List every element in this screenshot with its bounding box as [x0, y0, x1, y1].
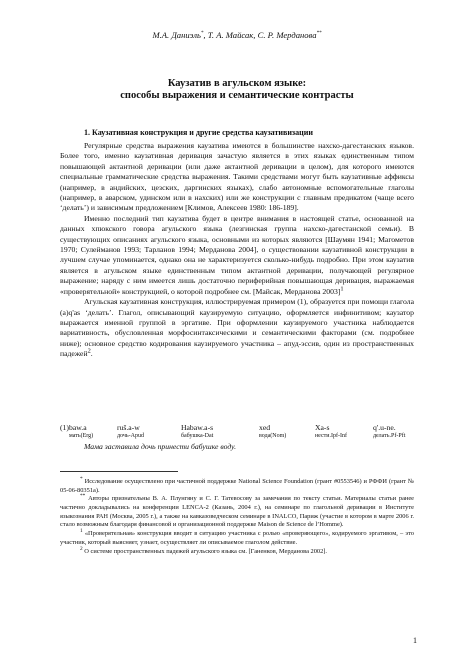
author-primary: М.А. Даниэль — [152, 30, 201, 40]
article-title — [60, 78, 414, 102]
body-text — [60, 141, 414, 360]
footnote-2-text: Авторы признательны В. А. Плунгяну и С. Г. Татевосову за замечания по тексту статьи. Материалы статьи ранее частично докладывались на конференции LENCA-2 (Казань, 2004 г.), на семинаре по глагольной деривации в Институте языкознания РАН (Москва, 2005 г.), а также на кавказоведческом семинаре в INALCO, Париж (участие в котором в марте 2006 г. стало возможным благодаря финансовой и организационной поддержке Maison de Science de l’Homme). — [60, 495, 414, 529]
footnote-3-mark: 1 — [80, 528, 83, 535]
authors-line — [60, 30, 414, 41]
paragraph-2-text: Именно последний тип каузатива будет в центре внимания в настоящей статье, основанной на данных хпюкского говора агульского языка (лезгинская группа нахско-дагестанской семьи). В существующих описаниях агульского языка, основными из которых являются [Шаумян 1941; Магометов 1970; Сулейманов 1993; Тарланов 1994; Мерданова 2004], о существовании каузативной конструкции в лучшем случае упоминается, однако она не характеризуется сколько-нибудь подробно. При этом каузатив является в агульском языке единственным типом актантной деривации, получающей регулярное выражение; наряду с ним имеется лишь достаточно периферийная повышающая деривация, выражаемая «проверятельной» конструкцией, о которой подробнее см. [Майсак, Мерданова 2003] — [60, 213, 414, 296]
example-gloss: нести.Ipf-Inf — [314, 433, 347, 439]
footnote-3 — [60, 530, 414, 547]
paragraph-2 — [60, 214, 414, 297]
footnote-3-text: «Проверятельная» конструкция вводит в ситуацию участника с ролью «проверяющего», кодируемого эргативом, – это участник, который выясняет, узнает, осуществляет ли описываемое глаголом действие. — [60, 530, 414, 546]
paragraph-1: Регулярные средства выражения каузатива имеются в большинстве нахско-дагестанских языков. Более того, именно каузативная деривация зачастую является в этих языках единственным типом повышающей актантной деривации (или даже актантной деривации в целом), для которого имеются специальные грамматические средства выражения. Такими средствами могут быть каузативные аффиксы (например, в андийских, цезских, даргинских языках), слабо автономные вспомогательные глаголы (например, в аварском, удинском или в нахских) или же конструкции с главным предикатом (чаще всего ‘делать’) и зависимым предложением [Климов, Алексеев 1980: 186-189]. — [60, 141, 414, 213]
footnote-separator — [60, 471, 178, 472]
example-1 — [60, 423, 414, 451]
footnote-1 — [60, 475, 414, 495]
example-word: ruš.a-w — [116, 423, 140, 432]
paragraph-3-end: . — [90, 349, 93, 359]
author-footnote-mark: * — [200, 31, 204, 37]
authors-rest: , Т. А. Майсак, С. Р. Мерданова — [203, 30, 317, 40]
footnote-1-mark: * — [80, 475, 83, 482]
title-line-2: способы выражения и семантические контрасты — [120, 90, 354, 101]
authors-rest-footnote-mark: ** — [316, 31, 322, 37]
footnote-2-mark: ** — [80, 493, 86, 500]
example-word: xed — [258, 423, 271, 432]
example-word: Xa-s — [314, 423, 330, 432]
example-word: Habaw.a-s — [180, 423, 214, 432]
example-word: q'.u-ne. — [372, 423, 396, 432]
footnote-4 — [60, 545, 414, 557]
example-gloss: бабушка-Dat — [180, 433, 214, 439]
footnote-4-text: О системе пространственных падежей агульского языка см. [Ганенков, Мерданова 2002]. — [84, 547, 328, 555]
example-interlinear — [69, 423, 423, 440]
footnote-ref-1: 1 — [340, 285, 344, 293]
footnote-4-mark: 2 — [80, 545, 83, 552]
example-number: (1) — [60, 423, 69, 432]
example-gloss: мать(Erg) — [68, 433, 94, 439]
footnote-ref-2: 2 — [87, 347, 91, 355]
section-heading: 1. Каузативная конструкция и другие средства каузативизации — [84, 128, 313, 137]
example-gloss: вода(Nom) — [258, 433, 287, 439]
example-gloss: дочь-Apud — [116, 433, 144, 439]
paragraph-3 — [60, 297, 414, 359]
paragraph-3-text: Агульская каузативная конструкция, иллюстрируемая примером (1), образуется при помощи глагола (a)q'as ‘делать’. Глагол, описывающий каузируемую ситуацию, оформляется инфинитивом; каузатор выражается именной группой в эргативе. При оформлении каузируемого участника наблюдается вариативность, обусловленная морфосинтаксическими и семантическими факторами (см. подробнее ниже); основное средство кодирования каузируемого участника – апуд-эссив, один из пространственных падежей — [60, 297, 414, 359]
footnote-2 — [60, 495, 414, 529]
example-word: baw.a — [68, 423, 87, 432]
example-gloss: делать.Pf-Pft — [372, 433, 406, 439]
footnotes — [60, 475, 414, 556]
title-line-1: Каузатив в агульском языке: — [167, 78, 307, 89]
footnote-1-text: Исследование осуществлено при частичной поддержке National Science Foundation (грант #0553546) и РФФИ (грант № 05-06-80351а). — [60, 478, 414, 494]
example-translation: Мама заставила дочь принести бабушке воду. — [84, 442, 236, 451]
page-number: 1 — [413, 636, 417, 645]
